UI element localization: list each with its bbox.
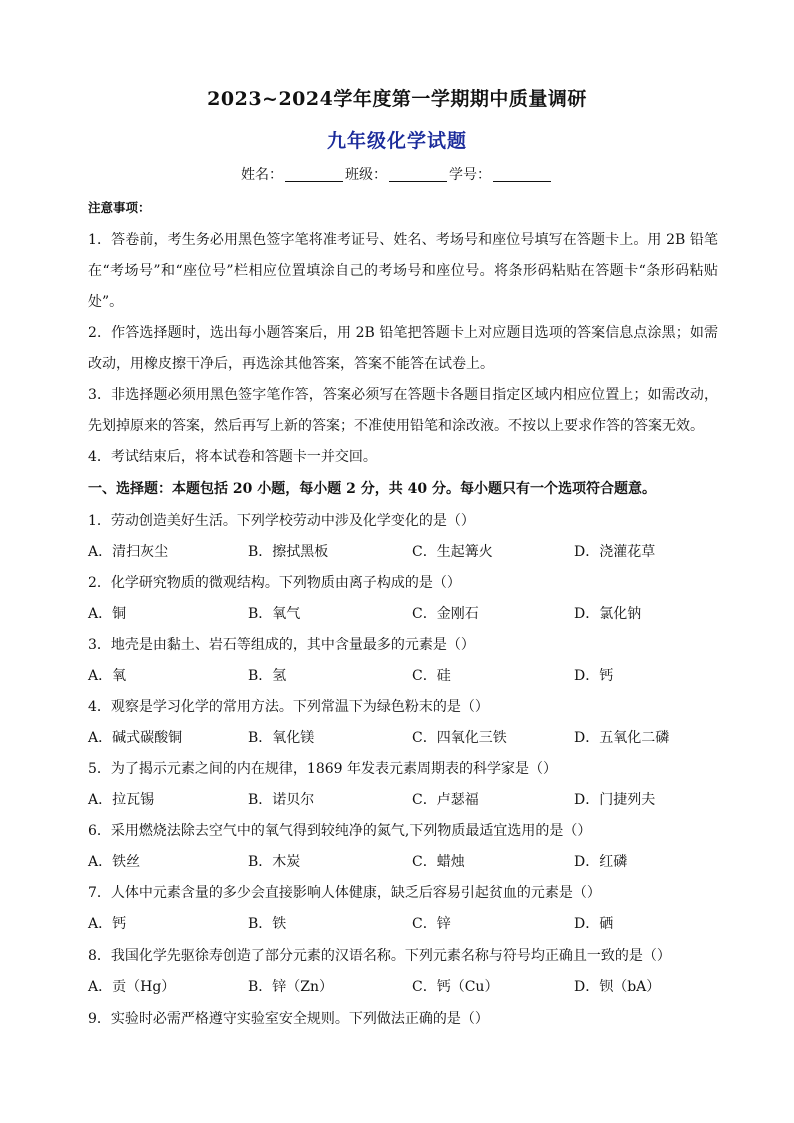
class-blank[interactable] [389,167,447,182]
class-label: 班级： [345,167,387,183]
option-c: C．金刚石 [412,606,479,622]
notice-heading: 注意事项： [88,200,151,215]
option-c: C．四氧化三铁 [412,730,507,746]
question-options [88,665,728,685]
notice-item-4: 4．考试结束后，将本试卷和答题卡一并交回。 [88,449,377,465]
question-options [88,851,728,871]
question-options [88,727,728,747]
option-b: B．氧气 [248,606,301,622]
option-b: B．诺贝尔 [248,792,315,808]
id-blank[interactable] [493,167,551,182]
question-options [88,603,728,623]
notice-item-2: 2．作答选择题时，选出每小题答案后，用 2B 铅笔把答题卡上对应题目选项的答案信息点涂黑；如需改动，用橡皮擦干净后，再选涂其他答案，答案不能答在试卷上。 [88,325,718,372]
notice-item-1: 1．答卷前，考生务必用黑色签字笔将准考证号、姓名、考场号和座位号填写在答题卡上。用 2B 铅笔在“考场号”和“座位号”栏相应位置填涂自己的考场号和座位号。将条形码粘贴在答题卡“条形码粘贴处”。 [88,232,718,310]
section-heading: 一、选择题：本题包括 20 小题，每小题 2 分，共 40 分。每小题只有一个选项符合题意。 [88,481,656,497]
option-c: C．钙（Cu） [412,979,499,995]
option-b: B．锌（Zn） [248,979,334,995]
option-a: A．拉瓦锡 [88,792,155,808]
question-stem: 8．我国化学先驱徐寿创造了部分元素的汉语名称。下列元素名称与符号均正确且一致的是（） [88,948,671,964]
option-d: D．钙 [574,668,614,684]
option-b: B．氢 [248,668,287,684]
name-blank[interactable] [285,167,343,182]
option-d: D．浇灌花草 [574,544,656,560]
option-a: A．铜 [88,606,127,622]
id-label: 学号： [449,167,491,183]
notice-item-3: 3．非选择题必须用黑色签字笔作答，答案必须写在答题卡各题目指定区域内相应位置上；如需改动，先划掉原来的答案，然后再写上新的答案；不准使用铅笔和涂改液。不按以上要求作答的答案无效。 [88,387,718,434]
question-stem: 5．为了揭示元素之间的内在规律，1869 年发表元素周期表的科学家是（） [88,761,557,777]
question-stem: 1．劳动创造美好生活。下列学校劳动中涉及化学变化的是（） [88,513,475,529]
question-options [88,976,728,996]
question-stem: 4．观察是学习化学的常用方法。下列常温下为绿色粉末的是（） [88,699,489,715]
question-options [88,913,728,933]
option-c: C．卢瑟福 [412,792,479,808]
question-options [88,789,728,809]
student-info-row [0,164,794,184]
option-a: A．铁丝 [88,854,141,870]
question-stem: 2．化学研究物质的微观结构。下列物质由离子构成的是（） [88,575,461,591]
exam-title: 2023~2024学年度第一学期期中质量调研 [207,88,587,110]
option-c: C．蜡烛 [412,854,465,870]
option-d: D．五氧化二磷 [574,730,670,746]
option-d: D．硒 [574,916,614,932]
option-b: B．氧化镁 [248,730,315,746]
option-a: A．氧 [88,668,127,684]
option-c: C．锌 [412,916,451,932]
option-b: B．铁 [248,916,287,932]
question-stem: 7．人体中元素含量的多少会直接影响人体健康，缺乏后容易引起贫血的元素是（） [88,885,601,901]
option-d: D．红磷 [574,854,628,870]
option-a: A．碱式碳酸铜 [88,730,183,746]
option-d: D．氯化钠 [574,606,642,622]
question-options [88,541,728,561]
option-a: A．贡（Hg） [88,979,176,995]
question-stem: 3．地壳是由黏土、岩石等组成的，其中含量最多的元素是（） [88,637,475,653]
option-a: A．钙 [88,916,127,932]
question-stem: 6．采用燃烧法除去空气中的氧气得到较纯净的氮气,下列物质最适宜选用的是（） [88,823,592,839]
option-a: A．清扫灰尘 [88,544,169,560]
option-b: B．擦拭黑板 [248,544,329,560]
option-d: D．钡（bA） [574,979,661,995]
option-c: C．硅 [412,668,451,684]
option-d: D．门捷列夫 [574,792,656,808]
option-c: C．生起篝火 [412,544,493,560]
option-b: B．木炭 [248,854,301,870]
name-label: 姓名： [241,167,283,183]
exam-subtitle: 九年级化学试题 [326,130,467,152]
question-stem: 9．实验时必需严格遵守实验室安全规则。下列做法正确的是（） [88,1011,489,1027]
